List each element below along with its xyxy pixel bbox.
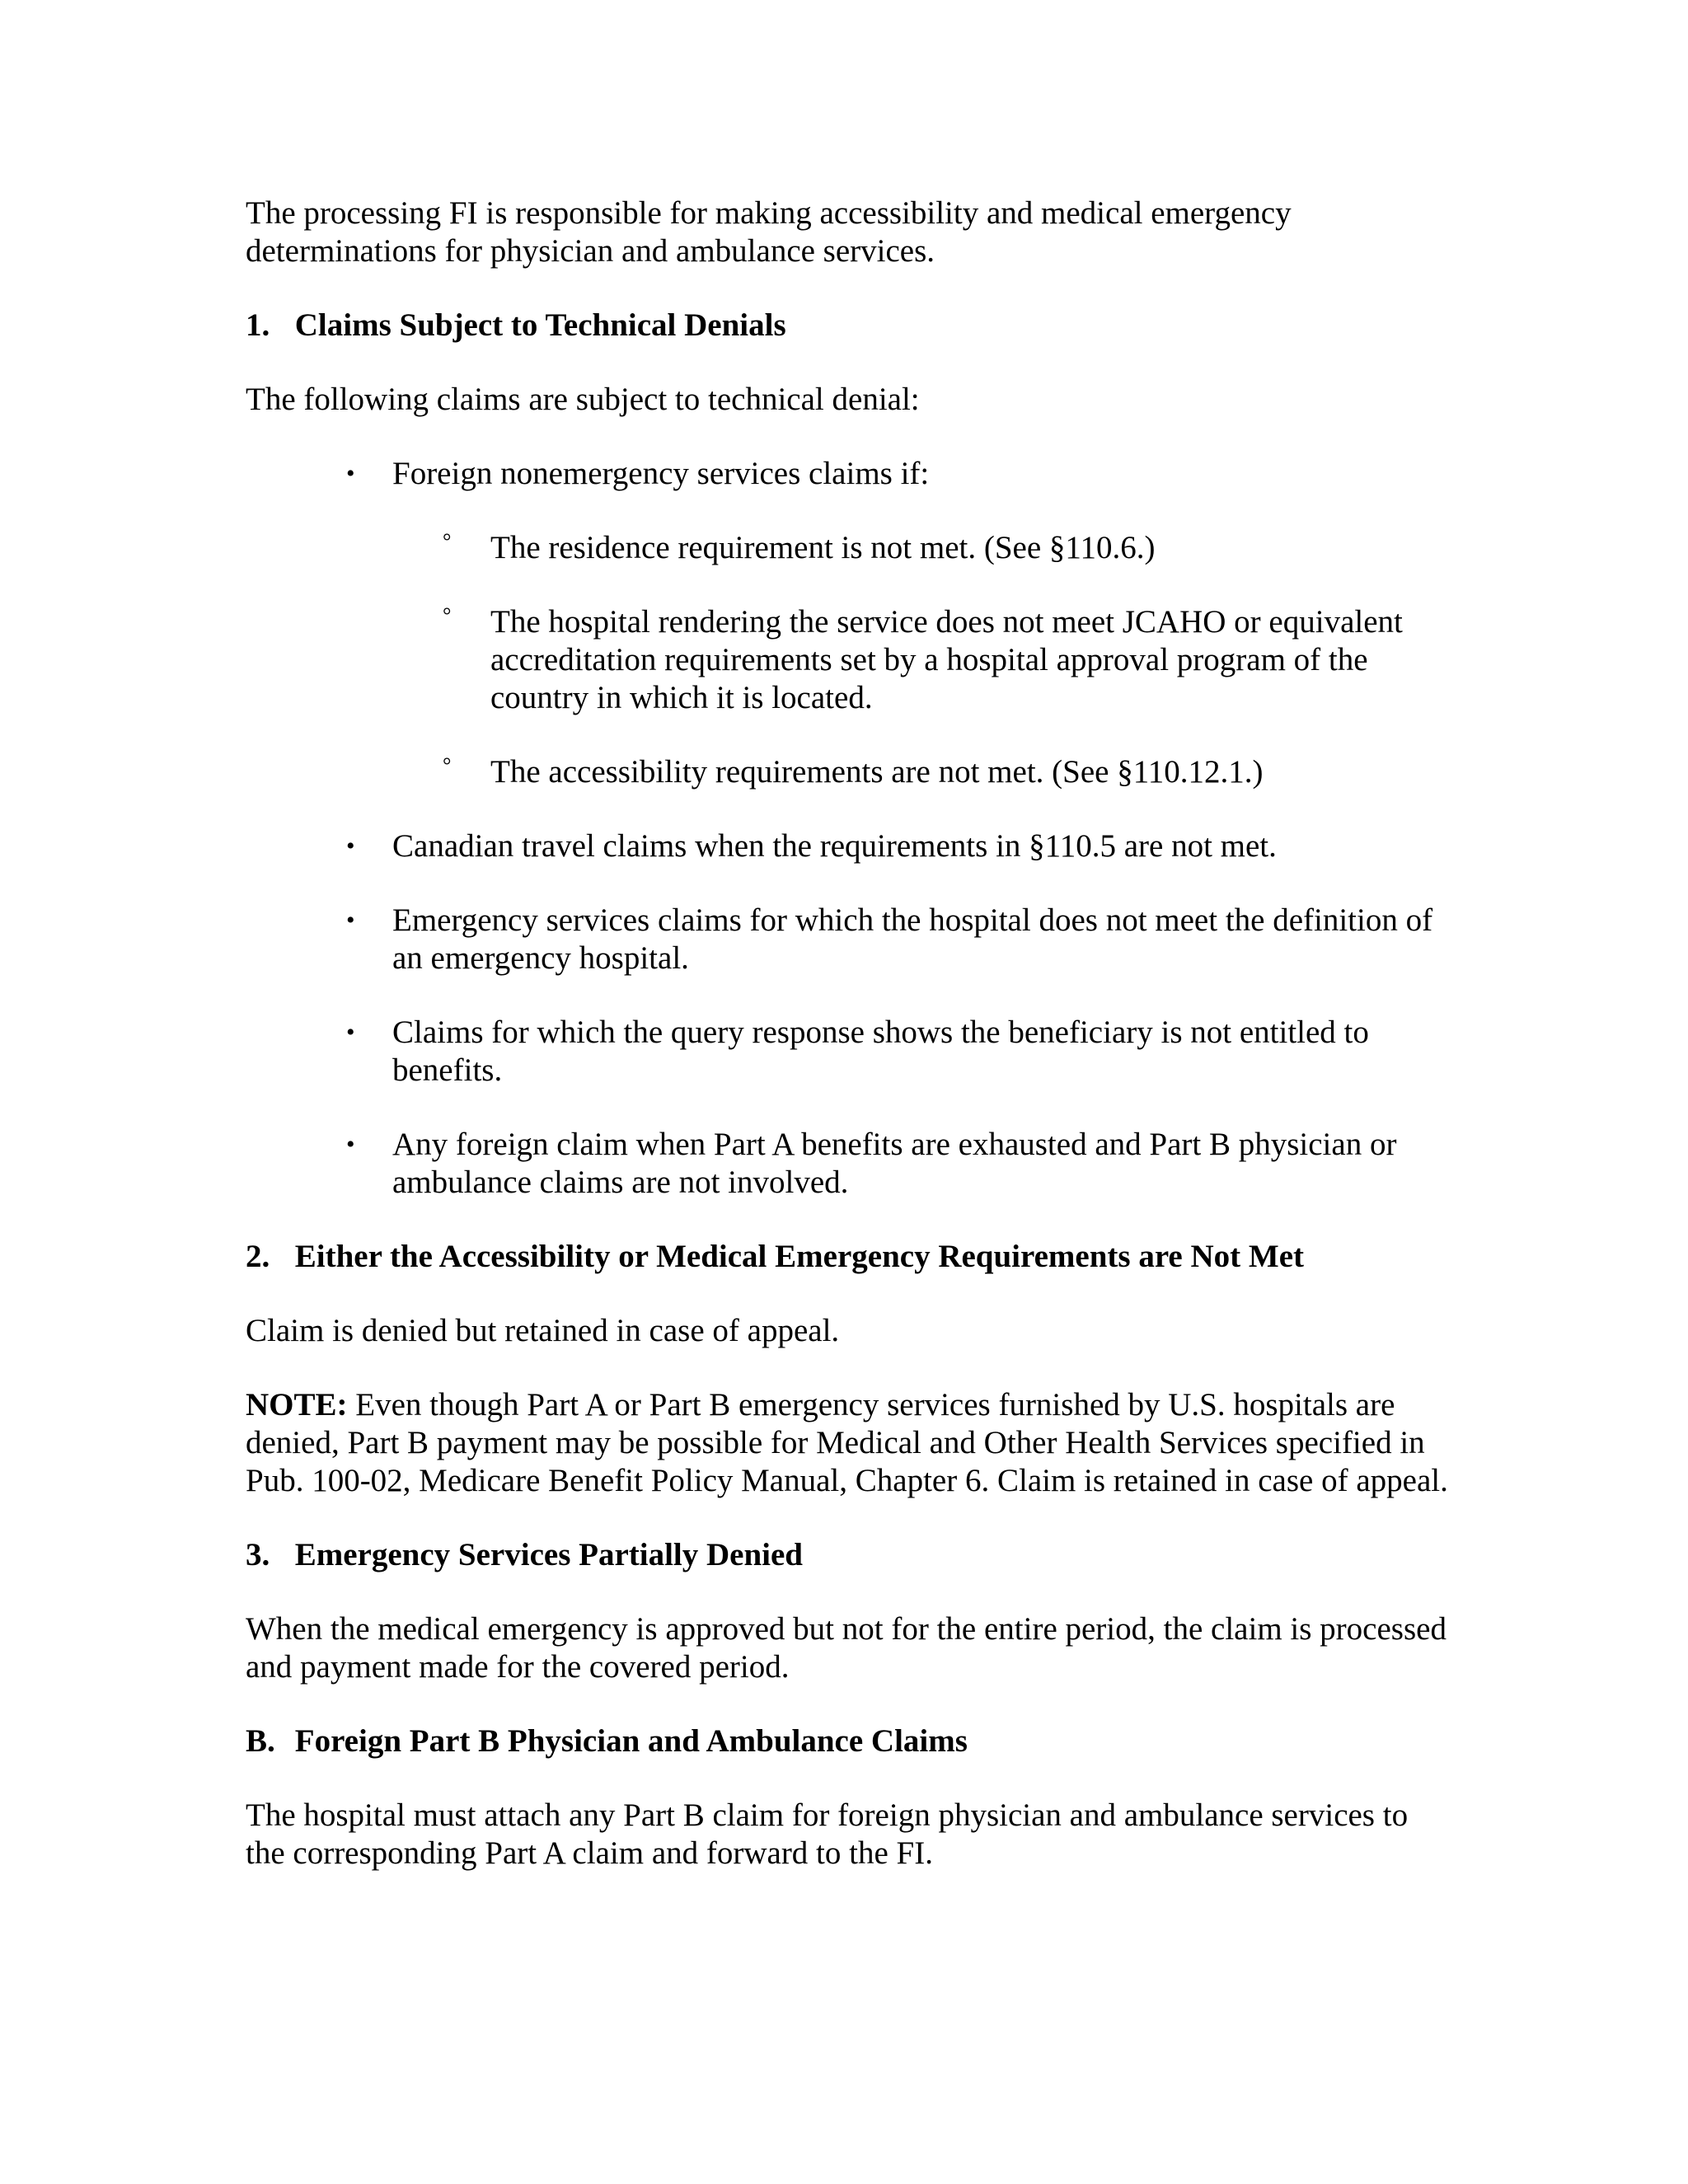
intro-paragraph: The processing FI is responsible for making accessibility and medical emergency determinations for physician and ambulance services. xyxy=(246,195,1292,269)
note-text: Even though Part A or Part B emergency services furnished by U.S. hospitals are denied, Part B payment may be possible for Medical and Other Health Services specified in Pub. 100-02, Medicare Benefit Policy Manual, Chapter 6. Claim is retained in case of appeal. xyxy=(246,1387,1448,1498)
section-3-body: When the medical emergency is approved but not for the entire period, the claim is processed and payment made for the covered period. xyxy=(246,1611,1447,1685)
section-3-heading xyxy=(246,1536,1449,1574)
section-2-heading xyxy=(246,1238,1449,1276)
note-label: NOTE: xyxy=(246,1387,348,1422)
sub-list-item-text: The hospital rendering the service does not meet JCAHO or equivalent accreditation requirements set by a hospital approval program of the country in which it is located. xyxy=(490,604,1403,715)
sub-list-item-text: The residence requirement is not met. (See §110.6.) xyxy=(490,530,1156,565)
section-b-title: Foreign Part B Physician and Ambulance Claims xyxy=(294,1723,968,1759)
sub-list-item xyxy=(392,603,1449,717)
bullet-icon: • xyxy=(346,907,355,934)
section-2-body: Claim is denied but retained in case of appeal. xyxy=(246,1313,840,1348)
section-b-heading xyxy=(246,1722,1449,1760)
degree-bullet-icon: ° xyxy=(443,529,452,553)
bullet-icon: • xyxy=(346,832,355,860)
section-1-number: 1. xyxy=(246,307,270,343)
bullet-icon: • xyxy=(346,1131,355,1158)
section-2-number: 2. xyxy=(246,1239,270,1274)
degree-bullet-icon: ° xyxy=(443,603,452,627)
section-1-heading xyxy=(246,307,1449,344)
sub-list-item xyxy=(392,529,1449,567)
section-3-title: Emergency Services Partially Denied xyxy=(294,1537,803,1572)
list-item xyxy=(246,902,1449,977)
list-item-text: Claims for which the query response shows the beneficiary is not entitled to benefits. xyxy=(392,1015,1369,1088)
section-1-title: Claims Subject to Technical Denials xyxy=(294,307,786,343)
sub-list-item xyxy=(392,753,1449,791)
list-item xyxy=(246,827,1449,865)
list-item-text: Emergency services claims for which the hospital does not meet the definition of an emergency hospital. xyxy=(392,902,1433,976)
list-item-text: Foreign nonemergency services claims if: xyxy=(392,456,930,491)
list-item xyxy=(246,455,1449,791)
section-1-lead: The following claims are subject to technical denial: xyxy=(246,382,920,417)
section-b-number: B. xyxy=(246,1723,275,1759)
list-item-text: Any foreign claim when Part A benefits are exhausted and Part B physician or ambulance claims are not involved. xyxy=(392,1127,1397,1200)
technical-denial-list xyxy=(246,455,1449,1202)
bullet-icon: • xyxy=(346,460,355,487)
note-paragraph xyxy=(246,1386,1449,1500)
list-item-text: Canadian travel claims when the requirements in §110.5 are not met. xyxy=(392,828,1277,864)
bullet-icon: • xyxy=(346,1019,355,1046)
section-3-number: 3. xyxy=(246,1537,270,1572)
list-item xyxy=(246,1126,1449,1202)
degree-bullet-icon: ° xyxy=(443,753,452,777)
list-item xyxy=(246,1014,1449,1090)
section-2-title: Either the Accessibility or Medical Emergency Requirements are Not Met xyxy=(294,1239,1305,1274)
sub-list-item-text: The accessibility requirements are not met. (See §110.12.1.) xyxy=(490,754,1264,790)
document-page xyxy=(246,194,1449,1909)
sub-list xyxy=(392,529,1449,791)
section-b-body: The hospital must attach any Part B claim for foreign physician and ambulance services to the corresponding Part A claim and forward to the FI. xyxy=(246,1797,1409,1871)
